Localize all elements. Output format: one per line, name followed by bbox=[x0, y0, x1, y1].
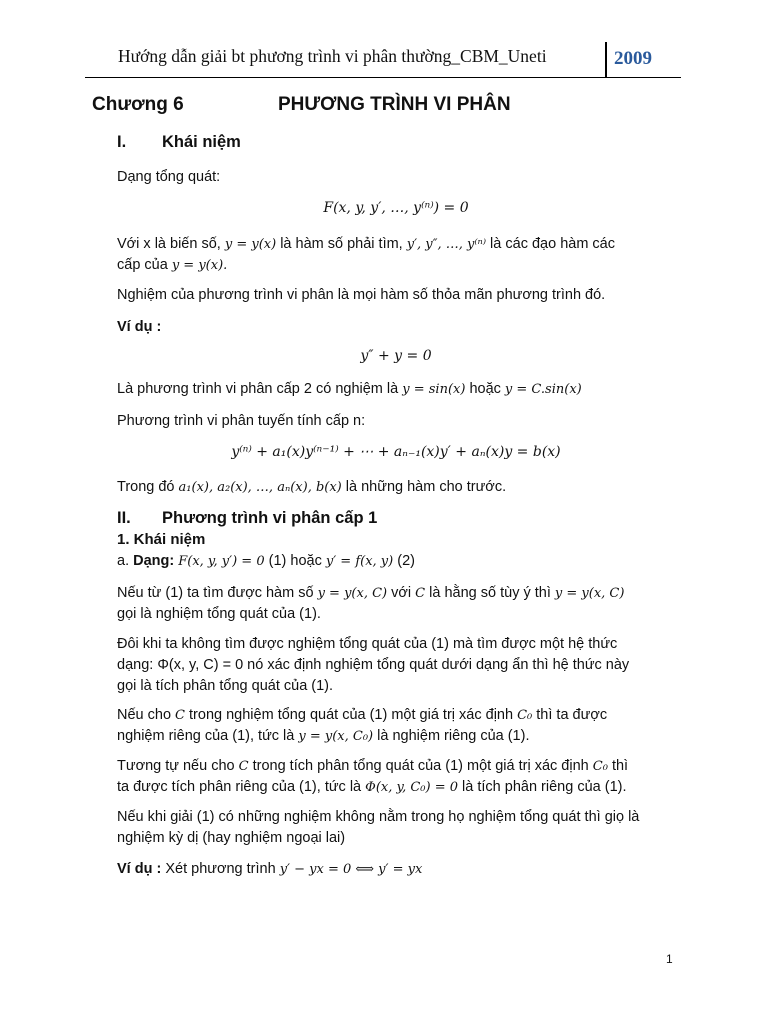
page-number: 1 bbox=[666, 952, 673, 966]
paragraph-where: Trong đó a₁(x), a₂(x), …, aₙ(x), b(x) là những hàm cho trước. bbox=[117, 479, 507, 495]
item-a-form: a. Dạng: F(x, y, y′) = 0 (1) hoặc y′ = f(x, y) (2) bbox=[117, 553, 415, 569]
chapter-title: PHƯƠNG TRÌNH VI PHÂN bbox=[278, 94, 511, 115]
equation-linear: y⁽ⁿ⁾ + a₁(x)y⁽ⁿ⁻¹⁾ + ⋯ + aₙ₋₁(x)y′ + aₙ(x)y = b(x) bbox=[231, 444, 561, 460]
example-label: Ví dụ : bbox=[117, 319, 162, 335]
paragraph-second-order: Là phương trình vi phân cấp 2 có nghiệm là y = sin⁡(x) hoặc y = C.sin⁡(x) bbox=[117, 381, 582, 397]
header-year: 2009 bbox=[614, 48, 652, 69]
subsection-1-title: 1. Khái niệm bbox=[117, 531, 206, 548]
example-2: Ví dụ : Xét phương trình y′ − yx = 0 ⟺ y′ = yx bbox=[117, 861, 423, 877]
chapter-number: Chương 6 bbox=[92, 94, 184, 115]
header-title: Hướng dẫn giải bt phương trình vi phân thường_CBM_Uneti bbox=[118, 46, 547, 66]
general-form-label: Dạng tổng quát: bbox=[117, 169, 221, 185]
paragraph-variables: Với x là biến số, y = y(x) là hàm số phải tìm, y′, y″, …, y⁽ⁿ⁾ là các đạo hàm các cấp của y = y(x). bbox=[117, 236, 615, 273]
section-2-number: II. bbox=[117, 509, 131, 527]
paragraph-singular-solution: Nếu khi giải (1) có những nghiệm không nằm trong họ nghiệm tổng quát thì giọ là nghiệm kỳ dị (hay nghiệm ngoại lai) bbox=[117, 809, 640, 846]
paragraph-particular-solution: Nếu cho C trong nghiệm tổng quát của (1) một giá trị xác định C₀ thì ta được nghiệm riêng của (1), tức là y = y(x, C₀) là nghiệm riêng của (1). bbox=[117, 707, 608, 744]
header-rule bbox=[85, 77, 681, 78]
section-2-title: Phương trình vi phân cấp 1 bbox=[162, 509, 378, 527]
header-divider bbox=[605, 42, 607, 78]
paragraph-solution-def: Nghiệm của phương trình vi phân là mọi hàm số thỏa mãn phương trình đó. bbox=[117, 287, 606, 303]
section-1-title: Khái niệm bbox=[162, 133, 241, 151]
equation-general: F(x, y, y′, …, y⁽ⁿ⁾) = 0 bbox=[323, 200, 469, 216]
paragraph-general-solution: Nếu từ (1) ta tìm được hàm số y = y(x, C) với C là hằng số tùy ý thì y = y(x, C) gọi là nghiệm tổng quát của (1). bbox=[117, 585, 625, 622]
equation-example: y″ + y = 0 bbox=[360, 348, 432, 364]
paragraph-general-integral: Đôi khi ta không tìm được nghiệm tổng quát của (1) mà tìm được một hệ thức dạng: Φ(x, y, C) = 0 nó xác định nghiệm tổng quát dưới dạng ẩn thì hệ thức này gọi là tích phân tổng quát của (1). bbox=[117, 636, 630, 694]
section-1-number: I. bbox=[117, 133, 127, 151]
paragraph-particular-integral: Tương tự nếu cho C trong tích phân tổng quát của (1) một giá trị xác định C₀ thì ta được tích phân riêng của (1), tức là Φ(x, y, C₀) = 0 là tích phân riêng của (1). bbox=[117, 758, 629, 795]
paragraph-linear-label: Phương trình vi phân tuyến tính cấp n: bbox=[117, 413, 366, 429]
